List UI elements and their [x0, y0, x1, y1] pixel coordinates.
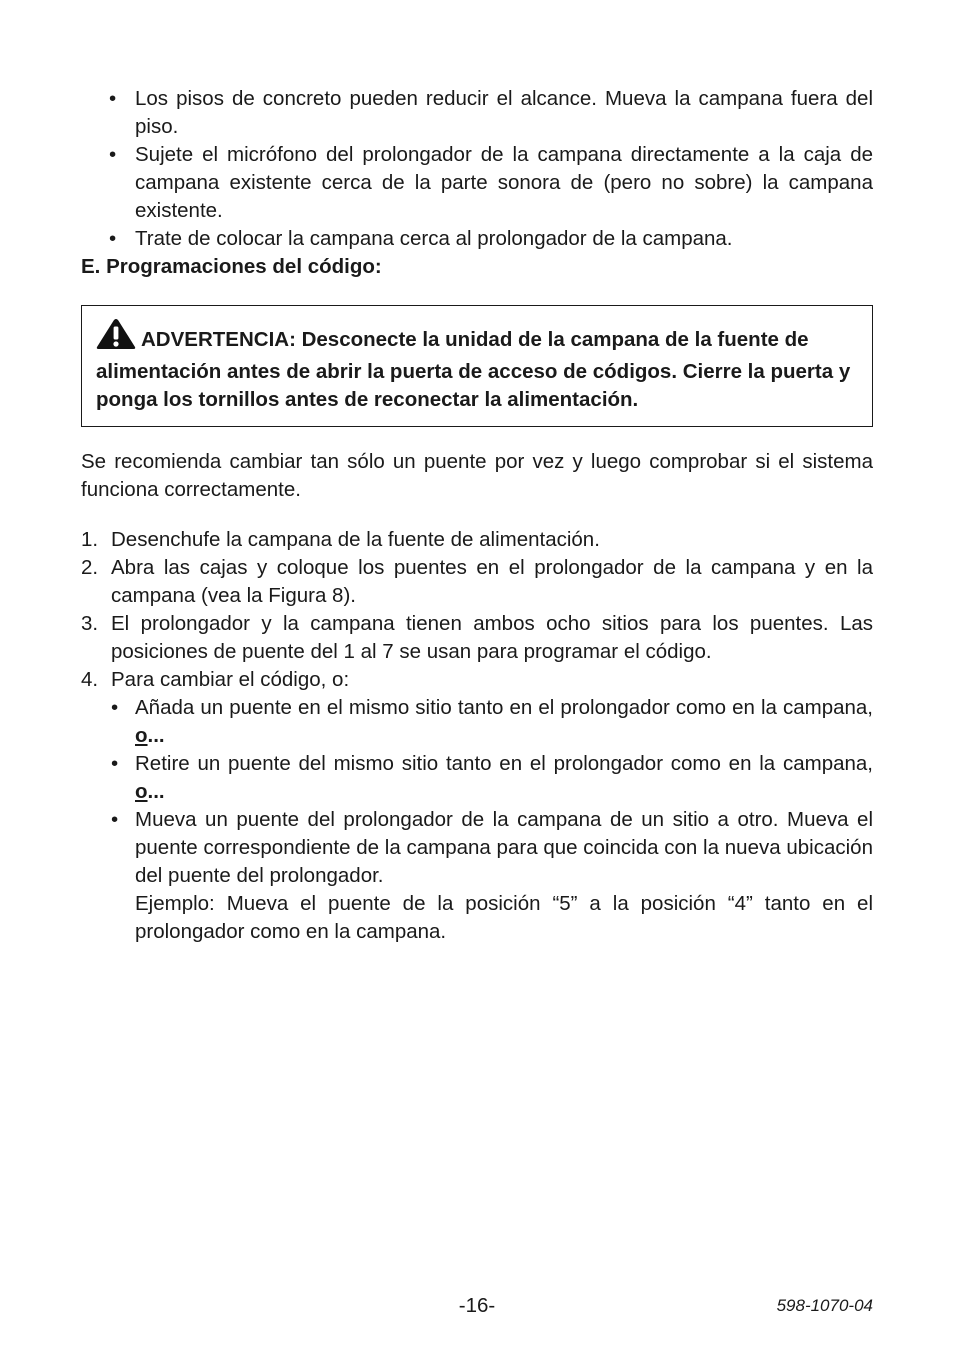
steps-list [81, 526, 873, 946]
step-item [81, 610, 873, 666]
list-item: • Trate de colocar la campana cerca al prolongador de la campana. [81, 225, 873, 253]
list-item: • Sujete el micrófono del prolongador de la campana directamente a la caja de campana existente cerca de la parte sonora de (pero no sobre) la campana existente. [81, 141, 873, 225]
step-text: Para cambiar el código, o: [111, 668, 350, 691]
step-text: Abra las cajas y coloque los puentes en el prolongador de la campana y en la campana (vea la Figura 8). [111, 556, 873, 607]
step-number: 4. [81, 668, 99, 691]
warning-box [81, 305, 873, 427]
example-text: Ejemplo: Mueva el puente de la posición “5” a la posición “4” tanto en el prolongador como en la campana. [135, 892, 873, 943]
step-number: 2. [81, 556, 99, 579]
warning-triangle-icon [96, 318, 136, 358]
warning-text: ADVERTENCIA: Desconecte la unidad de la campana de la fuente de alimentación antes de abrir la puerta de acceso de códigos. Cierre la puerta y ponga los tornillos antes de reconectar la alimentación. [96, 328, 851, 411]
or-emphasis: o [135, 724, 148, 747]
list-item: • Añada un puente en el mismo sitio tanto en el prolongador como en la campana, o... [111, 694, 873, 750]
step-item [81, 666, 873, 946]
bullet-list-top [81, 85, 873, 253]
sub-bullet-list [111, 694, 873, 946]
list-item: • Los pisos de concreto pueden reducir el alcance. Mueva la campana fuera del piso. [81, 85, 873, 141]
document-number: 598-1070-04 [776, 1296, 873, 1315]
page-number: -16- [458, 1294, 496, 1317]
section-heading: E. Programaciones del código: [81, 255, 382, 278]
step-number: 1. [81, 528, 99, 551]
or-emphasis: o [135, 780, 148, 803]
step-text: Desenchufe la campana de la fuente de alimentación. [111, 528, 600, 551]
step-item [81, 526, 873, 554]
intro-paragraph: Se recomienda cambiar tan sólo un puente por vez y luego comprobar si el sistema funciona correctamente. [81, 450, 873, 501]
page-content [81, 85, 873, 946]
step-text: El prolongador y la campana tienen ambos ocho sitios para los puentes. Las posiciones de puente del 1 al 7 se usan para programar el código. [111, 612, 873, 663]
list-item: • Mueva un puente del prolongador de la campana de un sitio a otro. Mueva el puente correspondiente de la campana para que coincida con la nueva ubicación del puente del prolongador. Ejemplo: Mueva el puente de la posición “5” a la posición “4” tanto en el prolongador como en la campana. [111, 806, 873, 946]
list-item: • Retire un puente del mismo sitio tanto en el prolongador como en la campana, o... [111, 750, 873, 806]
step-item [81, 554, 873, 610]
step-number: 3. [81, 612, 99, 635]
